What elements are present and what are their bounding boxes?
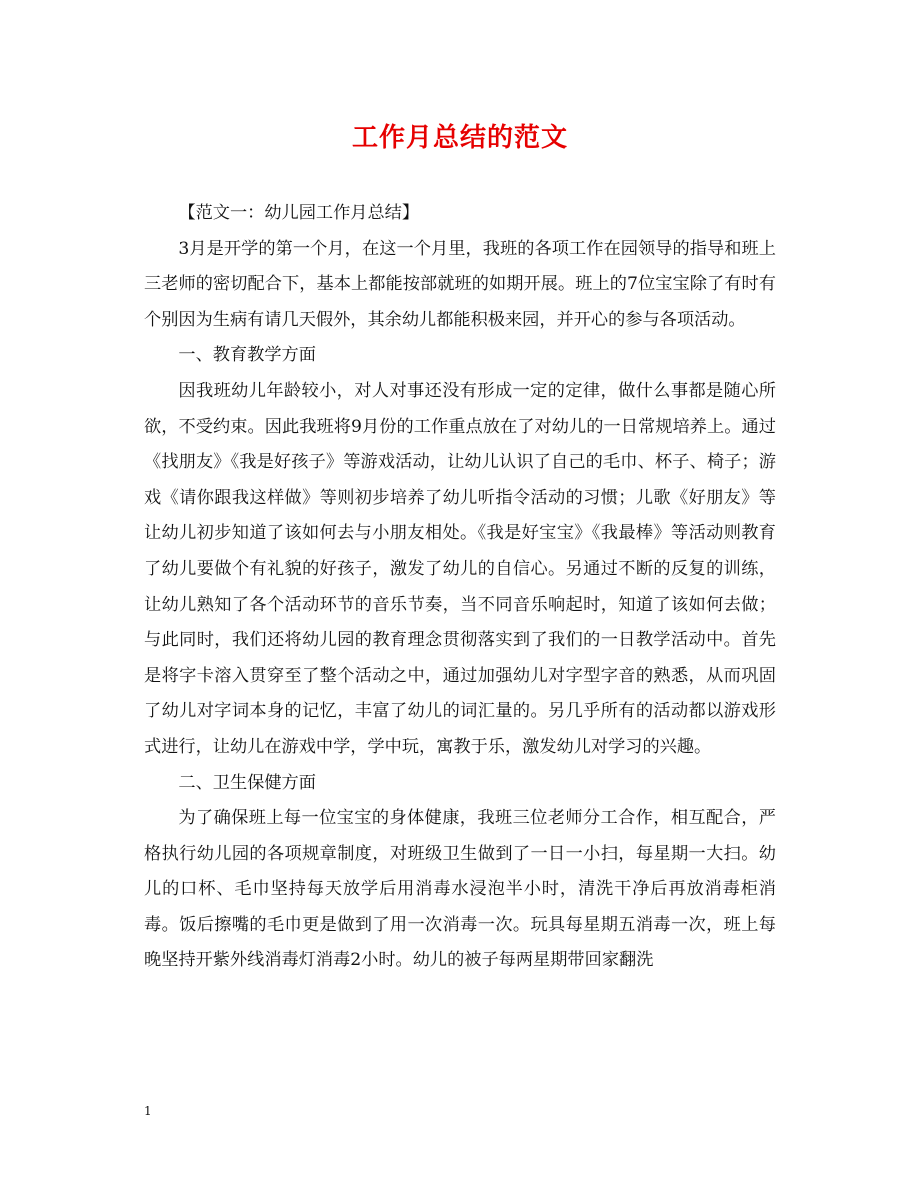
paragraph: 因我班幼儿年龄较小，对人对事还没有形成一定的定律，做什么事都是随心所欲，不受约束。因此我班将9月份的工作重点放在了对幼儿的一日常规培养上。通过《找朋友》《我是好孩子》等游戏活动，让幼儿认识了自己的毛巾、杯子、椅子；游戏《请你跟我这样做》等则初步培养了幼儿听指令活动的习惯；儿歌《好朋友》等让幼儿初步知道了该如何去与小朋友相处。《我是好宝宝》《我最棒》等活动则教育了幼儿要做个有礼貌的好孩子，激发了幼儿的自信心。另通过不断的反复的训练，让幼儿熟知了各个活动环节的音乐节奏，当不同音乐响起时，知道了该如何去做；与此同时，我们还将幼儿园的教育理念贯彻落实到了我们的一日教学活动中。首先是将字卡溶入贯穿至了整个活动之中，通过加强幼儿对字型字音的熟悉，从而巩固了幼儿对字词本身的记忆，丰富了幼儿的词汇量的。另几乎所有的活动都以游戏形式进行，让幼儿在游戏中学，学中玩，寓教于乐，激发幼儿对学习的兴趣。: [144, 380, 776, 757]
document-title: 工作月总结的范文: [351, 123, 568, 153]
section-heading: 【范文一：幼儿园工作月总结】: [178, 203, 420, 223]
page-number: 1: [144, 1104, 152, 1118]
paragraph: 3月是开学的第一个月，在这一个月里，我班的各项工作在园领导的指导和班上三老师的密切配合下，基本上都能按部就班的如期开展。班上的7位宝宝除了有时有个别因为生病有请几天假外，其余幼儿都能积极来园，并开心的参与各项活动。: [144, 238, 776, 330]
section-heading: 一、教育教学方面: [178, 345, 316, 366]
document-body: [144, 196, 776, 979]
paragraph: 为了确保班上每一位宝宝的身体健康，我班三位老师分工合作，相互配合，严格执行幼儿园的各项规章制度，对班级卫生做到了一日一小扫，每星期一大扫。幼儿的口杯、毛巾坚持每天放学后用消毒水浸泡半小时，清洗干净后再放消毒柜消毒。饭后擦嘴的毛巾更是做到了用一次消毒一次。玩具每星期五消毒一次，班上每晚坚持开紫外线消毒灯消毒2小时。幼儿的被子每两星期带回家翻洗: [144, 808, 776, 971]
section-heading: 二、卫生保健方面: [178, 772, 316, 793]
